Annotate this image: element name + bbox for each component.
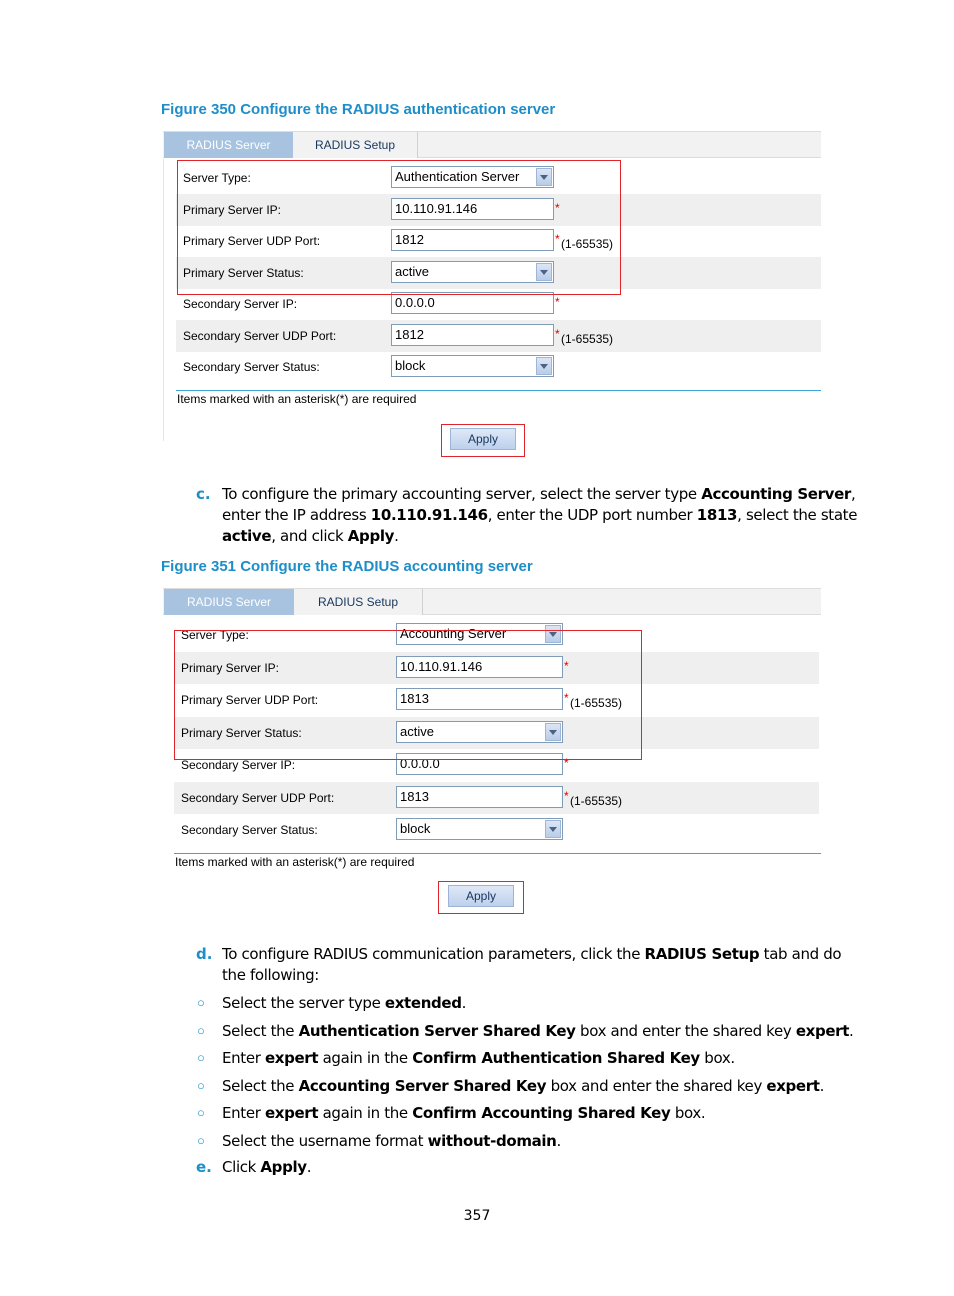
- radius-acct-panel: [163, 588, 821, 918]
- text-input[interactable]: [391, 324, 554, 346]
- bullet-item: Select the server type extended.: [222, 994, 467, 1012]
- required-note: Items marked with an asterisk(*) are required: [177, 392, 417, 406]
- step-d-marker: d.: [196, 945, 213, 963]
- field-label: Secondary Server UDP Port:: [181, 790, 335, 805]
- tab-radius-server[interactable]: RADIUS Server: [164, 589, 294, 615]
- port-range-hint: (1-65535): [570, 793, 623, 808]
- bullet-item: Select the Authentication Server Shared Key box and enter the shared key expert.: [222, 1021, 854, 1040]
- bullet-item: Select the username format without-domain.: [222, 1132, 561, 1150]
- step-e-marker: e.: [196, 1158, 212, 1176]
- port-range-hint: (1-65535): [561, 237, 614, 251]
- field-value: block: [400, 821, 431, 836]
- field-value: active: [400, 723, 434, 739]
- highlight-primary-settings: [177, 160, 621, 295]
- port-range-hint: (1-65535): [570, 696, 623, 710]
- radius-auth-panel: [163, 131, 821, 461]
- field-label: Primary Server Status:: [183, 265, 304, 280]
- chevron-down-icon[interactable]: [536, 357, 552, 375]
- field-label: Primary Server UDP Port:: [181, 693, 319, 707]
- field-value: active: [395, 263, 429, 279]
- step-e-text: Click Apply.: [222, 1158, 312, 1176]
- required-asterisk: *: [555, 200, 560, 215]
- bullet-icon: ○: [197, 995, 205, 1010]
- required-asterisk: *: [555, 326, 560, 341]
- field-label: Secondary Server Status:: [183, 360, 320, 374]
- form-row: [176, 351, 821, 383]
- required-note: Items marked with an asterisk(*) are required: [175, 855, 415, 869]
- field-value: 1813: [400, 691, 429, 706]
- figure-351-caption: Figure 351 Configure the RADIUS accounting server: [161, 558, 533, 575]
- required-asterisk: *: [564, 788, 569, 803]
- tab-radius-server[interactable]: RADIUS Server: [164, 132, 293, 158]
- form-divider: [174, 853, 821, 854]
- field-value: 0.0.0.0: [400, 756, 440, 771]
- field-label: Secondary Server Status:: [181, 823, 318, 837]
- field-value: 1813: [400, 788, 429, 804]
- field-label: Primary Server Status:: [181, 725, 302, 740]
- field-label: Primary Server UDP Port:: [183, 234, 321, 248]
- required-asterisk: *: [564, 756, 569, 770]
- field-value: 1812: [395, 326, 424, 342]
- form-row: [174, 814, 819, 846]
- step-c-marker: c.: [196, 485, 211, 503]
- field-value: Accounting Server: [400, 626, 507, 641]
- step-c-text: To configure the primary accounting server, select the server type Accounting Server, enter the IP address 10.110.91.146, enter the UDP port number 1813, select the state active, and click Apply.: [222, 485, 858, 545]
- field-value: 10.110.91.146: [400, 658, 483, 674]
- bullet-icon: ○: [197, 1133, 205, 1148]
- field-label: Secondary Server IP:: [181, 758, 296, 772]
- highlight-primary-settings: [174, 630, 642, 760]
- text-input[interactable]: [396, 786, 563, 808]
- figure-350-caption: Figure 350 Configure the RADIUS authentication server: [161, 101, 556, 118]
- field-value: Authentication Server: [395, 169, 520, 184]
- bullet-item: Enter expert again in the Confirm Accounting Shared Key box.: [222, 1104, 706, 1123]
- bullet-icon: ○: [197, 1050, 205, 1066]
- required-asterisk: *: [564, 658, 569, 673]
- field-label: Primary Server IP:: [181, 660, 280, 675]
- bullet-icon: ○: [197, 1077, 205, 1093]
- bullet-item: Select the Accounting Server Shared Key box and enter the shared key expert.: [222, 1076, 825, 1095]
- field-value: 1812: [395, 232, 424, 247]
- tab-radius-setup[interactable]: RADIUS Setup: [293, 132, 418, 158]
- form-row: [176, 320, 821, 352]
- field-label: Secondary Server IP:: [183, 297, 298, 311]
- required-asterisk: *: [564, 691, 569, 705]
- apply-button[interactable]: Apply: [448, 885, 514, 907]
- port-range-hint: (1-65535): [561, 331, 614, 346]
- select-field[interactable]: [391, 355, 554, 377]
- text-input[interactable]: [391, 292, 554, 314]
- field-label: Server Type:: [181, 628, 249, 642]
- form-row: [174, 782, 819, 814]
- tab-bar: [163, 131, 821, 158]
- tab-radius-setup[interactable]: RADIUS Setup: [294, 589, 423, 615]
- select-field[interactable]: [396, 818, 563, 840]
- field-label: Primary Server IP:: [183, 202, 282, 217]
- field-value: 10.110.91.146: [395, 200, 478, 216]
- field-label: Secondary Server UDP Port:: [183, 328, 337, 343]
- field-value: block: [395, 358, 426, 373]
- required-asterisk: *: [555, 295, 560, 309]
- step-d-text: To configure RADIUS communication parameters, click the RADIUS Setup tab and do the following:: [222, 945, 842, 984]
- form-divider: [176, 390, 821, 391]
- tab-bar: [163, 588, 821, 615]
- chevron-down-icon[interactable]: [545, 820, 561, 838]
- page-number: 357: [463, 1208, 491, 1224]
- bullet-icon: ○: [197, 1022, 205, 1038]
- bullet-item: Enter expert again in the Confirm Authentication Shared Key box.: [222, 1049, 735, 1068]
- required-asterisk: *: [555, 232, 560, 246]
- bullet-icon: ○: [197, 1105, 205, 1121]
- apply-button[interactable]: Apply: [450, 428, 516, 450]
- field-value: 0.0.0.0: [395, 295, 435, 310]
- field-label: Server Type:: [183, 171, 251, 185]
